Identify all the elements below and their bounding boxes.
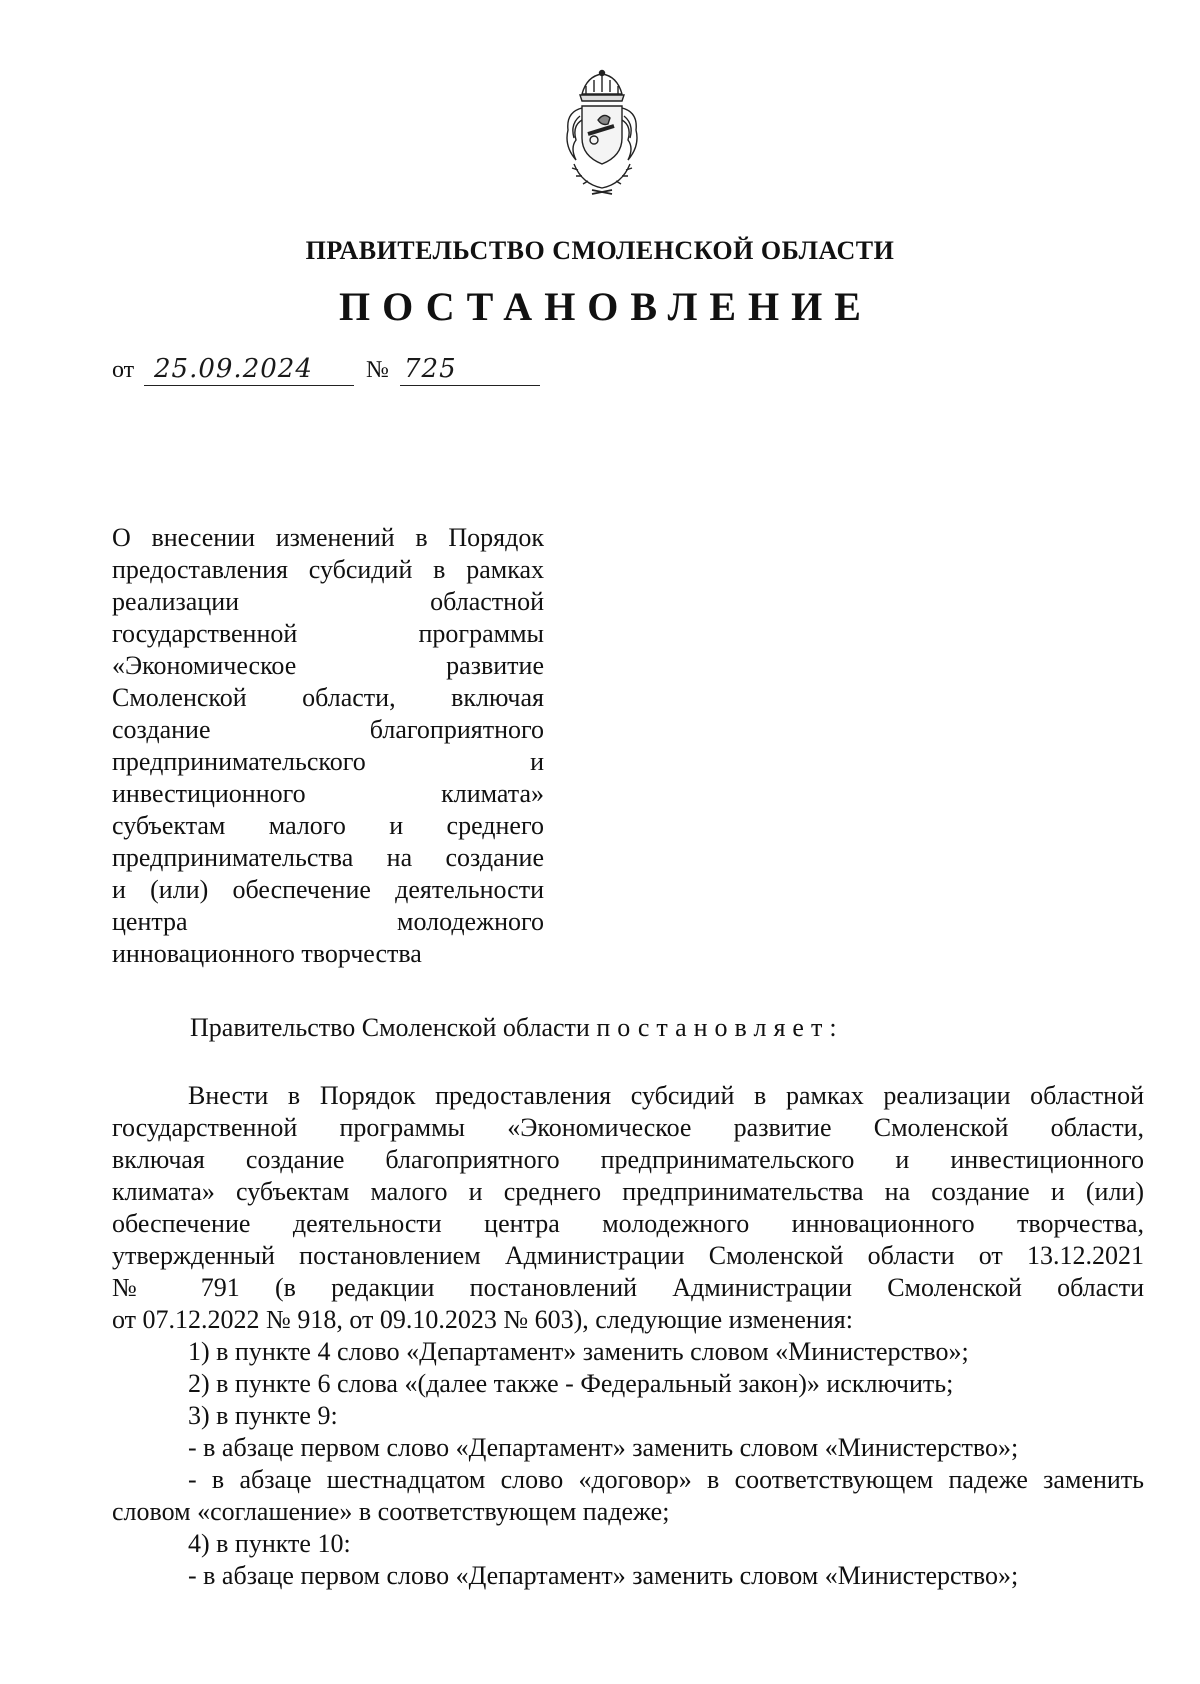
subject-line: субъектам малого и среднего: [112, 811, 544, 840]
document-subject: [112, 522, 544, 970]
amendment-subitem: - в абзаце шестнадцатом слово «договор» в соответствующем падеже заменить: [188, 1465, 1144, 1494]
amendment-subitem: - в абзаце первом слово «Департамент» заменить словом «Министерство»;: [188, 1433, 1019, 1462]
smolensk-coat-of-arms-icon: [552, 68, 652, 200]
amendment-item: 1) в пункте 4 слово «Департамент» заменить словом «Министерство»;: [188, 1337, 969, 1366]
body-paragraph-line: включая создание благоприятного предпринимательского и инвестиционного: [112, 1145, 1144, 1174]
body-paragraph-line: государственной программы «Экономическое развитие Смоленской области,: [112, 1113, 1144, 1142]
body-paragraph-line: № 791 (в редакции постановлений Администрации Смоленской области: [112, 1273, 1144, 1302]
number-prefix: №: [366, 357, 389, 383]
body-paragraph-line: Внести в Порядок предоставления субсидий в рамках реализации областной: [188, 1081, 1144, 1110]
body-paragraph-line: утвержденный постановлением Администрации Смоленской области от 13.12.2021: [112, 1241, 1144, 1270]
subject-line: «Экономическое развитие: [112, 651, 544, 680]
amendment-item: 2) в пункте 6 слова «(далее также - Федеральный закон)» исключить;: [188, 1369, 954, 1398]
subject-line: и (или) обеспечение деятельности: [112, 875, 544, 904]
body-paragraph-line: от 07.12.2022 № 918, от 09.10.2023 № 603), следующие изменения:: [112, 1305, 853, 1334]
decree-suffix: :: [829, 1013, 837, 1042]
subject-line: предпринимательства на создание: [112, 843, 544, 872]
decree-statement: [190, 1013, 837, 1043]
subject-line: реализации областной: [112, 587, 544, 616]
date-underline: [144, 385, 354, 386]
amendment-item: 3) в пункте 9:: [188, 1401, 338, 1430]
decree-verb: постановляет: [596, 1013, 830, 1042]
subject-line: создание благоприятного: [112, 715, 544, 744]
decree-prefix: Правительство Смоленской области: [190, 1013, 597, 1042]
handwritten-number: 725: [404, 354, 457, 384]
subject-line: предоставления субсидий в рамках: [112, 555, 544, 584]
amendment-subitem: словом «соглашение» в соответствующем падеже;: [112, 1497, 670, 1526]
date-number-line: [112, 352, 552, 392]
amendment-subitem: - в абзаце первом слово «Департамент» заменить словом «Министерство»;: [188, 1561, 1019, 1590]
subject-line: центра молодежного: [112, 907, 544, 936]
subject-line: инновационного творчества: [112, 939, 422, 968]
body-paragraph-line: обеспечение деятельности центра молодежного инновационного творчества,: [112, 1209, 1144, 1238]
handwritten-date: 25.09.2024: [154, 354, 313, 384]
date-prefix: от: [112, 357, 135, 383]
subject-line: О внесении изменений в Порядок: [112, 523, 544, 552]
number-underline: [400, 385, 540, 386]
subject-line: государственной программы: [112, 619, 544, 648]
organization-title: ПРАВИТЕЛЬСТВО СМОЛЕНСКОЙ ОБЛАСТИ: [305, 236, 895, 265]
subject-line: инвестиционного климата»: [112, 779, 544, 808]
subject-line: предпринимательского и: [112, 747, 544, 776]
body-paragraph-line: климата» субъектам малого и среднего предпринимательства на создание и (или): [112, 1177, 1144, 1206]
document-type-title: ПОСТАНОВЛЕНИЕ: [339, 284, 873, 329]
document-body: [112, 1080, 1144, 1592]
amendment-item: 4) в пункте 10:: [188, 1529, 351, 1558]
subject-line: Смоленской области, включая: [112, 683, 544, 712]
